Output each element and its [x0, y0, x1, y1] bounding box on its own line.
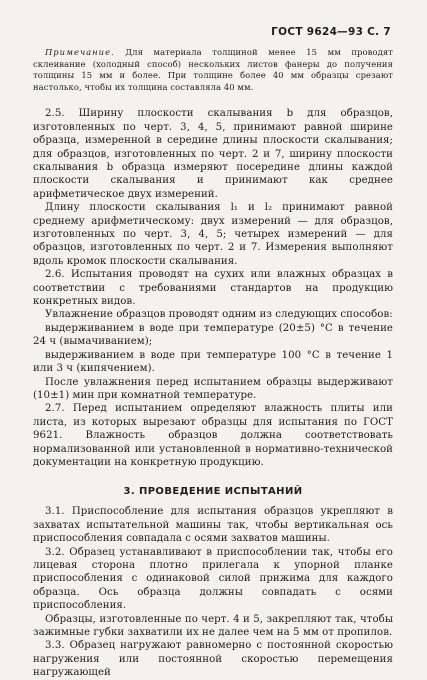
paragraph-shear-length: Длину плоскости скалывания l₁ и l₂ принимают равной среднему арифметическому: двух измерений — для образцов, изготовленных по черт. 3, 4, 5; четырех измерений — для образцов, изготовленных по черт. 2 и 7. Измерения выполняют вдоль кромок плоскости скалывания.	[33, 202, 393, 267]
note-label: Примечание.	[45, 47, 115, 57]
paragraph-boiling: выдерживанием в воде при температуре 100 °С в течение 1 или 3 ч (кипячением).	[33, 349, 393, 375]
note-text: Для материала толщиной менее 15 мм проводят склеивание (холодный способ) нескольких листов фанеры до получения толщины 15 мм и более. При толщине более 40 мм образцы срезают настолько, чтобы их толщина составляла 40 мм.	[33, 47, 393, 92]
paragraph-3-3: 3.3. Образец нагружают равномерно с постоянной скоростью нагружения или постоянной скоростью перемещения нагружающей	[33, 640, 393, 679]
section-3-title: 3. ПРОВЕДЕНИЕ ИСПЫТАНИЙ	[123, 486, 303, 498]
note-paragraph	[33, 47, 393, 93]
paragraph-clamping: Образцы, изготовленные по черт. 4 и 5, закрепляют так, чтобы зажимные губки захватили их не далее чем на 5 мм от пропилов.	[33, 613, 393, 638]
page-body	[33, 47, 393, 680]
paragraph-2-6: 2.6. Испытания проводят на сухих или влажных образцах в соответствии с требованиями стандартов на продукцию конкретных видов.	[33, 269, 393, 308]
paragraph-soaking: выдерживанием в воде при температуре (20±5) °С в течение 24 ч (вымачиванием);	[33, 322, 393, 348]
paragraph-wetting-methods: Увлажнение образцов проводят одним из следующих способов:	[45, 309, 393, 321]
paragraph-3-1: 3.1. Приспособление для испытания образцов укрепляют в захватах испытательной машины так, чтобы вертикальная ось приспособления совпадала с осями захватов машины.	[33, 506, 393, 545]
page-header: ГОСТ 9624—93 С. 7	[271, 26, 391, 38]
paragraph-after-wetting: После увлажнения перед испытанием образцы выдерживают (10±1) мин при комнатной температуре.	[33, 376, 393, 401]
paragraph-2-5: 2.5. Ширину плоскости скалывания b для образцов, изготовленных по черт. 3, 4, 5, принимают равной ширине образца, измеренной в середине длины плоскости скалывания; для образцов, изготовленных по черт. 2 и 7, ширину плоскости скалывания b образца измеряют посередине длины каждой плоскости скалывания и принимают как среднее арифметическое двух измерений.	[33, 108, 393, 200]
paragraph-2-7: 2.7. Перед испытанием определяют влажность плиты или листа, из которых вырезают образцы для испытания по ГОСТ 9621. Влажность образцов должна соответствовать нормализованной или установленной в нормативно-технической документации на конкретную продукцию.	[33, 403, 393, 468]
paragraph-3-2: 3.2. Образец устанавливают в приспособлении так, чтобы его лицевая сторона плотно прилегала к упорной планке приспособления с одинаковой силой прижима для каждого образца. Ось образца должны совпадать с осями приспособления.	[33, 546, 393, 612]
